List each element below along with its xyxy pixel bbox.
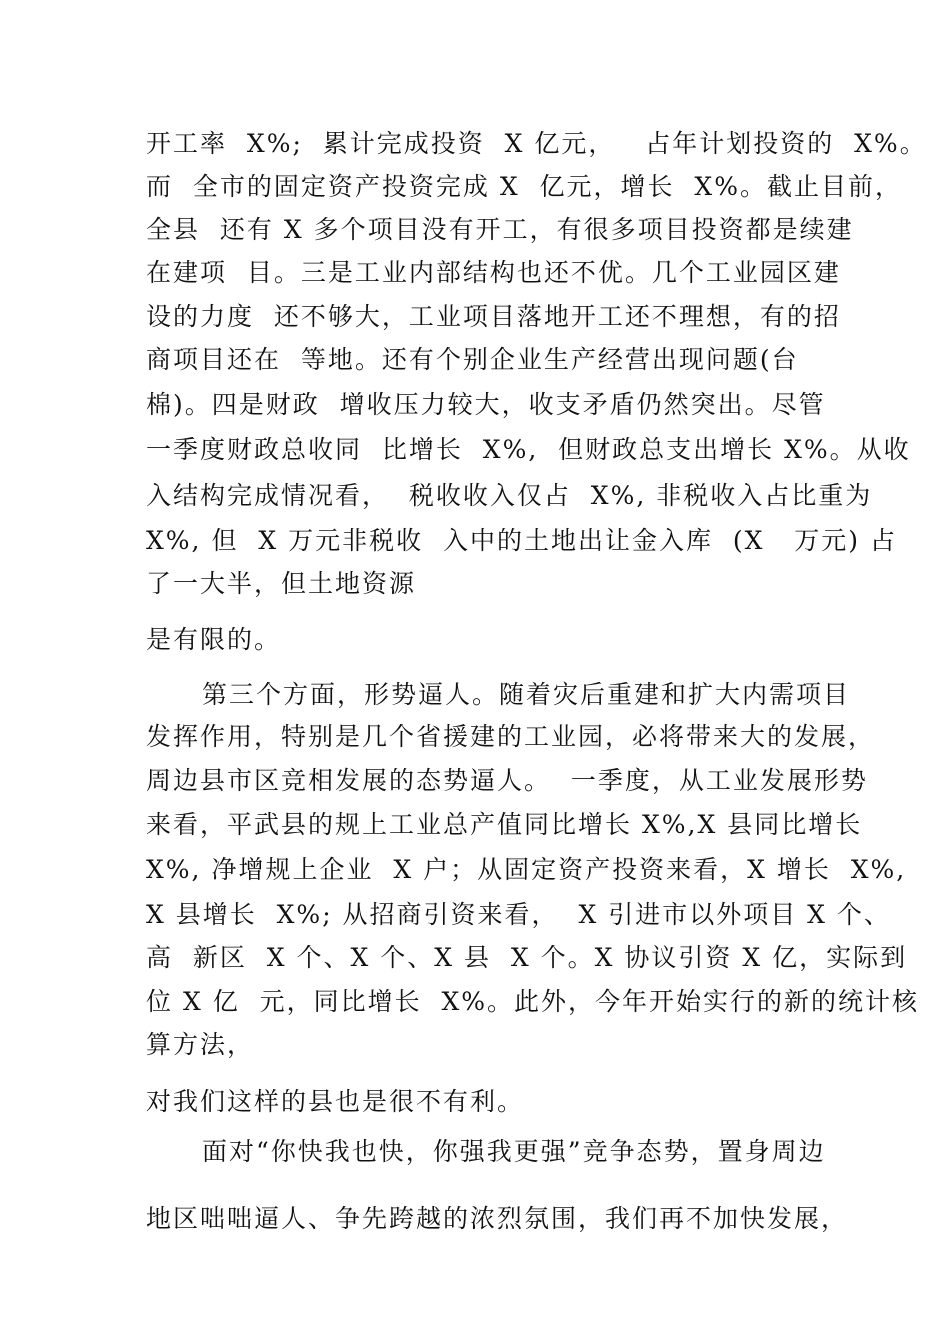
text-line: X%, 净增规上企业 X 户；从固定资产投资来看，X 增长 X%,: [146, 855, 907, 884]
text-line: X 县增长 X%; 从招商引资来看， X 引进市以外项目 X 个、: [146, 900, 891, 929]
text-line: 棉)。四是财政 增收压力较大，收支矛盾仍然突出。尽管: [146, 390, 826, 419]
text-line: 来看，平武县的规上工业总产值同比增长 X%,X 县同比增长: [146, 810, 863, 839]
paragraph-first-line: 第三个方面，形势逼人。随着灾后重建和扩大内需项目: [202, 680, 851, 709]
text-line: 设的力度 还不够大，工业项目落地开工还不理想，有的招: [146, 302, 841, 331]
text-line: 高 新区 X 个、X 个、X 县 X 个。X 协议引资 X 亿，实际到: [146, 943, 908, 972]
text-line: 全县 还有 X 多个项目没有开工，有很多项目投资都是续建: [146, 215, 854, 244]
text-line: 发挥作用，特别是几个省援建的工业园，必将带来大的发展，: [146, 722, 876, 751]
text-line: 开工率 X%; 累计完成投资 X 亿元， 占年计划投资的 X%。: [146, 129, 927, 158]
text-line: 一季度财政总收同 比增长 X%, 但财政总支出增长 X%。从收: [146, 435, 911, 464]
text-line: 地区咄咄逼人、争先跨越的浓烈氛围，我们再不加快发展，: [146, 1204, 849, 1233]
paragraph-first-line: 面对“你快我也快，你强我更强”竞争态势，置身周边: [202, 1137, 826, 1166]
text-line: 商项目还在 等地。还有个别企业生产经营出现问题(台: [146, 345, 799, 374]
text-line: 而 全市的固定资产投资完成 X 亿元，增长 X%。截止目前，: [146, 172, 902, 201]
text-line: 在建项 目。三是工业内部结构也还不优。几个工业园区建: [146, 258, 841, 287]
text-line: 入结构完成情况看， 税收收入仅占 X%, 非税收入占比重为: [146, 481, 873, 510]
text-line: 周边县市区竞相发展的态势逼人。 一季度，从工业发展形势: [146, 766, 868, 795]
text-line: 算方法，: [146, 1030, 255, 1059]
text-line: 对我们这样的县也是很不有利。: [146, 1087, 525, 1116]
text-line: 是有限的。: [146, 625, 282, 654]
text-line: 位 X 亿 元，同比增长 X%。此外，今年开始实行的新的统计核: [146, 987, 920, 1016]
text-line: 了一大半，但土地资源: [146, 569, 417, 598]
text-line: X%, 但 X 万元非税收 入中的土地出让金入库 (X 万元) 占: [146, 526, 897, 555]
